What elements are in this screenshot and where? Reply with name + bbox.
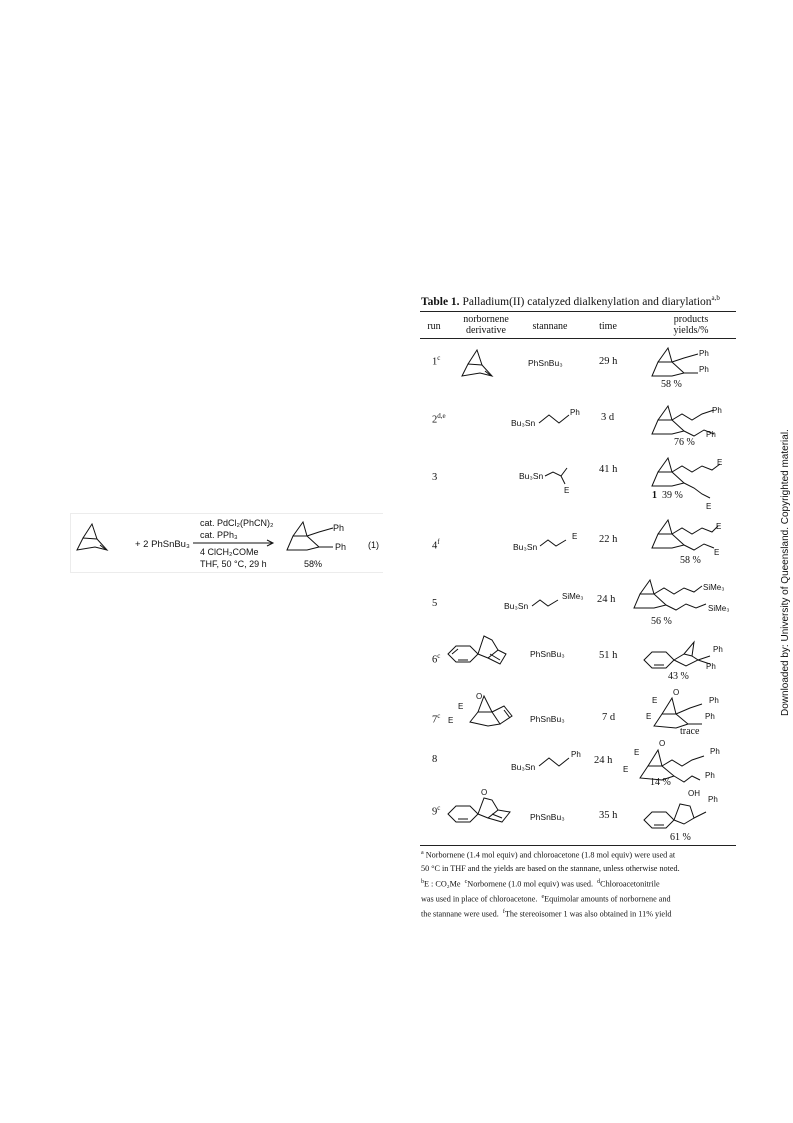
copyright-watermark: Downloaded by: University of Queensland. Copyrighted material.	[780, 429, 791, 716]
run-5: 5	[432, 598, 438, 609]
bottom-rule	[420, 845, 736, 846]
footnote-line-4: was used in place of chloroacetone. $^e$Equimolar amounts of norbornene and	[421, 893, 671, 904]
time-5: 24 h	[597, 594, 616, 605]
condition-4: THF, 50 °C, 29 h	[200, 559, 267, 569]
header-products	[658, 314, 724, 336]
yield-1: 58 %	[661, 379, 682, 390]
benzonorbornadiene-structure	[444, 632, 516, 672]
stannane-2: Bu₃Sn	[511, 418, 536, 428]
vinyl-structure	[530, 592, 564, 612]
condition-1: cat. PdCl₂(PhCN)₂	[200, 518, 274, 528]
yield-3	[652, 490, 683, 501]
norbornene-structure	[77, 524, 107, 550]
label-e: E	[646, 712, 652, 721]
label-e: E	[652, 696, 658, 705]
top-rule	[420, 311, 736, 312]
yield-3-value: 39 %	[662, 490, 683, 501]
yield-6: 43 %	[668, 671, 689, 682]
product-structure	[287, 522, 333, 550]
time-7: 7 d	[602, 712, 616, 723]
header-time: time	[599, 321, 617, 332]
equation-number: (1)	[368, 540, 379, 550]
label-e: E	[458, 702, 464, 711]
label-e: E	[714, 548, 720, 557]
product-structure	[646, 344, 706, 384]
header-norbornene-1: norbornene	[463, 314, 509, 325]
footnote-line-1: $^a$ Norbornene (1.4 mol equiv) and chloroacetone (1.8 mol equiv) were used at	[421, 850, 676, 860]
table-title	[421, 294, 720, 308]
table-footnotes	[421, 847, 735, 921]
run-1: 1$^c$	[432, 354, 441, 368]
table-1	[418, 292, 736, 926]
label-sime3: SiMe₃	[708, 604, 730, 613]
label-e: E	[716, 522, 722, 531]
stannane-1: PhSnBu₃	[528, 358, 563, 368]
label-ph: Ph	[705, 712, 715, 721]
header-rule	[420, 338, 736, 339]
time-6: 51 h	[599, 650, 618, 661]
condition-3: 4 ClCH₂COMe	[200, 547, 259, 557]
header-norbornene-2: derivative	[466, 325, 506, 336]
label-ph: Ph	[699, 349, 709, 358]
time-9: 35 h	[599, 810, 618, 821]
label-e: E	[572, 532, 578, 541]
table-title-sup: a,b	[711, 294, 720, 302]
table-caption: Palladium(II) catalyzed dialkenylation and diarylation	[462, 295, 712, 308]
oxygen-label: O	[673, 688, 680, 697]
label-ph: Ph	[706, 662, 716, 671]
header-products-2: yields/%	[673, 325, 709, 336]
ph-label-bottom: Ph	[335, 542, 347, 552]
yield-2: 76 %	[674, 437, 695, 448]
oxanorbornene-structure	[458, 686, 530, 732]
stannane-6: PhSnBu₃	[530, 649, 565, 659]
hydroxyl-label: OH	[688, 789, 700, 798]
footnote-line-3: $^b$E : CO₂Me $^c$Norbornene (1.0 mol equiv) was used. $^d$Chloroacetonitrile	[421, 878, 660, 889]
yield-9: 61 %	[670, 832, 691, 843]
label-ph: Ph	[708, 795, 718, 804]
run-3: 3	[432, 472, 438, 483]
time-3: 41 h	[599, 464, 618, 475]
header-run: run	[427, 321, 441, 332]
label-e: E	[564, 486, 570, 495]
stannane-8: Bu₃Sn	[511, 762, 536, 772]
time-1: 29 h	[599, 356, 618, 367]
run-4: 4$^f$	[432, 538, 440, 552]
equation-scheme	[70, 513, 383, 573]
run-6: 6$^c$	[432, 652, 441, 666]
stannane-3: Bu₃Sn	[519, 471, 544, 481]
run-9: 9$^c$	[432, 804, 441, 818]
label-ph: Ph	[705, 771, 715, 780]
run-2: 2$^{d,e}$	[432, 412, 446, 426]
label-e: E	[706, 502, 712, 511]
label-e: E	[448, 716, 454, 725]
product-structure	[628, 574, 728, 624]
label-ph: Ph	[713, 645, 723, 654]
equation-yield: 58%	[304, 559, 323, 569]
condition-2: cat. PPh₃	[200, 530, 238, 540]
label-ph: Ph	[709, 696, 719, 705]
label-ph: Ph	[710, 747, 720, 756]
yield-5: 56 %	[651, 616, 672, 627]
footnote-line-2: 50 °C in THF and the yields are based on the stannane, unless otherwise noted.	[421, 864, 680, 874]
label-ph: Ph	[571, 750, 581, 759]
time-8: 24 h	[594, 755, 613, 766]
table-label: Table 1.	[421, 295, 460, 308]
time-4: 22 h	[599, 534, 618, 545]
label-e: E	[623, 765, 629, 774]
label-ph: Ph	[570, 408, 580, 417]
header-norbornene	[451, 314, 521, 336]
run-7: 7$^c$	[432, 712, 441, 726]
oxygen-label: O	[476, 692, 483, 701]
vinyl-structure	[538, 532, 572, 552]
norbornene-structure	[456, 344, 506, 384]
stannane-5: Bu₃Sn	[504, 601, 529, 611]
footnote-line-5: the stannane were used. $^f$The stereoisomer 1 was also obtained in 11% yield	[421, 909, 672, 919]
time-2: 3 d	[601, 412, 615, 423]
label-ph: Ph	[706, 430, 716, 439]
label-e: E	[634, 748, 640, 757]
yield-7: trace	[680, 726, 700, 737]
stannane-4: Bu₃Sn	[513, 542, 538, 552]
label-sime3: SiMe₃	[562, 592, 584, 601]
vinyl-structure	[543, 466, 573, 488]
oxygen-label: O	[481, 788, 488, 797]
oxygen-label: O	[659, 739, 666, 748]
ph-label-top: Ph	[333, 523, 345, 533]
stannane-7: PhSnBu₃	[530, 714, 565, 724]
reagent-text: + 2 PhSnBu₃	[135, 539, 190, 550]
compound-1: 1	[652, 490, 657, 501]
label-sime3: SiMe₃	[703, 583, 725, 592]
label-ph: Ph	[699, 365, 709, 374]
header-stannane: stannane	[532, 321, 568, 332]
label-e: E	[717, 458, 723, 467]
header-products-1: products	[673, 314, 709, 325]
yield-4: 58 %	[680, 555, 701, 566]
label-ph: Ph	[712, 406, 722, 415]
stannane-9: PhSnBu₃	[530, 812, 565, 822]
yield-8: 14 %	[650, 777, 671, 788]
run-8: 8	[432, 754, 438, 765]
